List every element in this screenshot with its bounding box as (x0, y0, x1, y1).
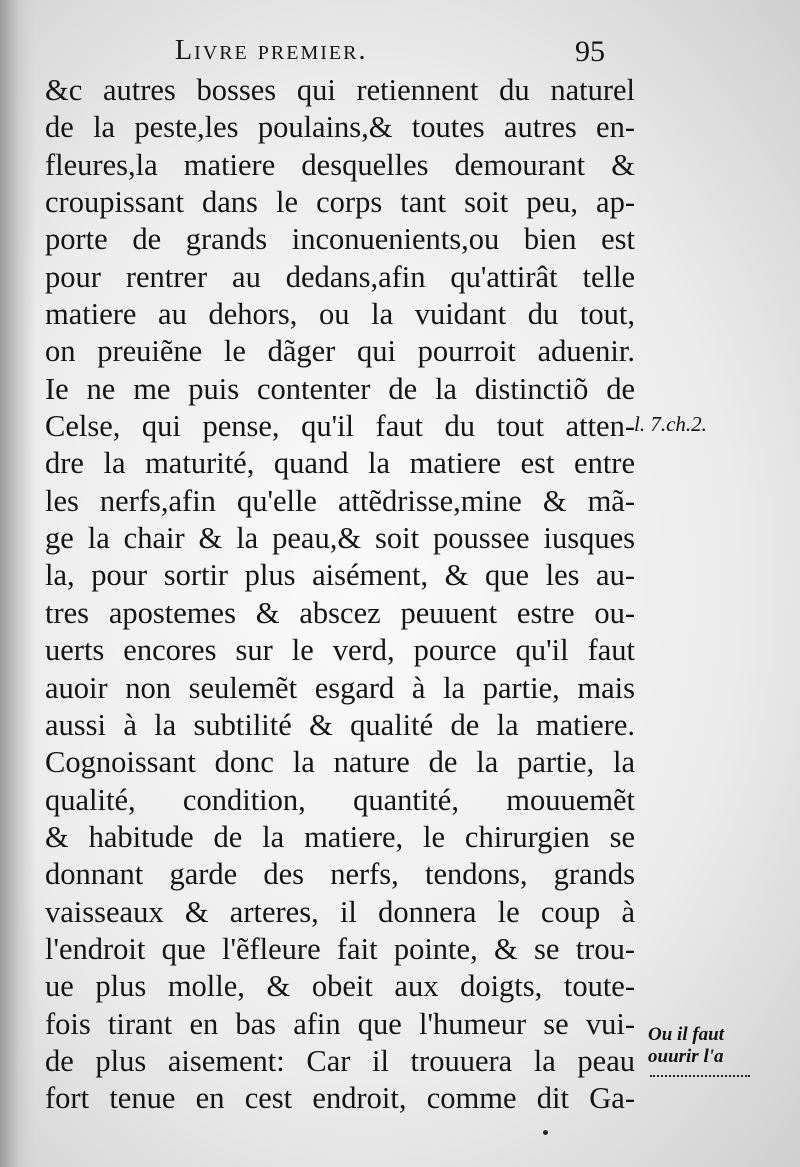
text-line: la, pour sortir plus aisément, & que les au- (45, 558, 635, 593)
ornament-dot (543, 1130, 548, 1135)
margin-note (648, 1024, 724, 1068)
text-line: Celse, qui pense, qu'il faut du tout atten- (45, 409, 635, 444)
text-line: ue plus molle, & obeit aux doigts, toute- (45, 969, 635, 1004)
running-head: Livre premier. (175, 35, 368, 66)
dotted-rule (650, 1075, 750, 1077)
text-line: Ie ne me puis contenter de la distinctiõ de (45, 371, 635, 406)
text-line: aussi à la subtilité & qualité de la matiere. (45, 707, 635, 742)
text-line: fois tirant en bas afin que l'humeur se vui- (45, 1006, 635, 1041)
text-line: vaisseaux & arteres, il donnera le coup à (45, 894, 635, 929)
margin-citation: l. 7.ch.2. (634, 412, 707, 436)
text-line: porte de grands inconuenients,ou bien est (45, 222, 635, 257)
text-line: uerts encores sur le verd, pource qu'il faut (45, 633, 635, 668)
text-line: fleures,la matiere desquelles demourant & (45, 147, 635, 182)
text-line: Cognoissant donc la nature de la partie, la (45, 745, 635, 780)
text-line: matiere au dehors, ou la vuidant du tout, (45, 297, 635, 332)
page-number: 95 (575, 35, 605, 68)
page-header (175, 35, 605, 69)
text-line: ge la chair & la peau,& soit poussee iusques (45, 521, 635, 556)
text-line: l'endroit que l'ẽfleure fait pointe, & se trou- (45, 931, 635, 966)
text-line: de plus aisement: Car il trouuera la peau (45, 1043, 635, 1078)
margin-note-line: ouurir l'a (648, 1045, 724, 1067)
margin-note-line: Ou il faut (648, 1024, 725, 1045)
text-line: on preuiẽne le dãger qui pourroit aduenir. (45, 334, 635, 369)
text-line: auoir non seulemẽt esgard à la partie, mais (45, 670, 635, 705)
text-line: croupissant dans le corps tant soit peu, ap- (45, 185, 635, 220)
body-text (45, 72, 635, 1118)
gutter-shadow (0, 0, 36, 1167)
text-line: pour rentrer au dedans,afin qu'attirât telle (45, 259, 635, 294)
text-line: les nerfs,afin qu'elle attẽdrisse,mine & mã- (45, 483, 635, 518)
text-line: dre la maturité, quand la matiere est entre (45, 446, 635, 481)
text-line: de la peste,les poulains,& toutes autres en- (45, 110, 635, 145)
text-line: qualité, condition, quantité, mouuemẽt (45, 782, 635, 817)
text-line: & habitude de la matiere, le chirurgien se (45, 819, 635, 854)
text-line: donnant garde des nerfs, tendons, grands (45, 857, 635, 892)
text-line: tres apostemes & abscez peuuent estre ou- (45, 595, 635, 630)
text-line: &c autres bosses qui retiennent du naturel (45, 73, 635, 107)
text-line: fort tenue en cest endroit, comme dit Ga- (45, 1081, 635, 1116)
